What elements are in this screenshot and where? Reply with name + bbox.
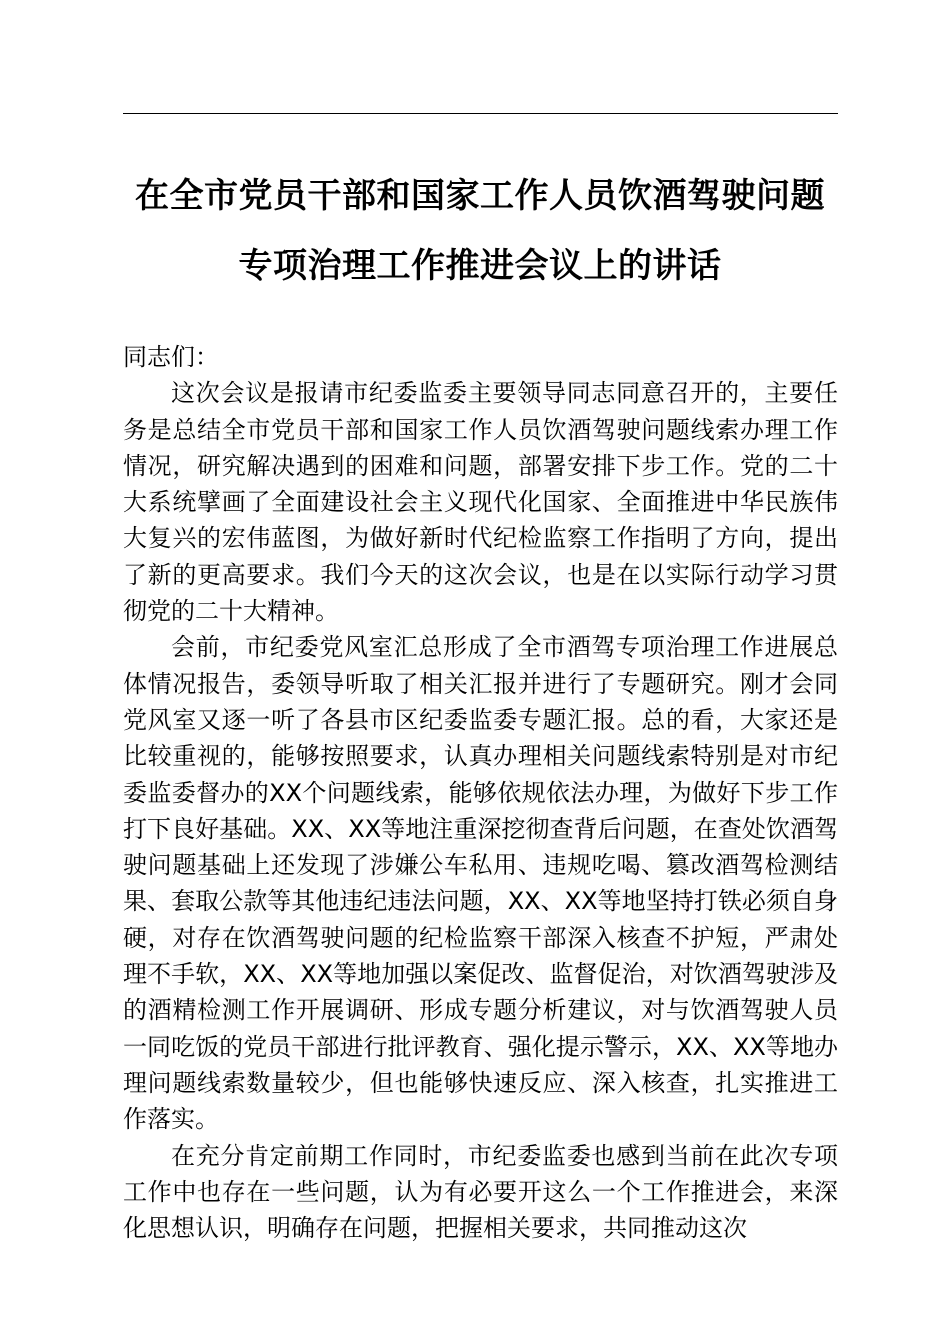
salutation: 同志们： <box>123 343 219 371</box>
document-body <box>123 339 838 1246</box>
document-title-line-1: 在全市党员干部和国家工作人员饮酒驾驶问题 <box>135 176 825 216</box>
header-rule <box>123 113 838 114</box>
body-paragraph-1: 这次会议是报请市纪委监委主要领导同志同意召开的，主要任务是总结全市党员干部和国家工作人员饮酒驾驶问题线索办理工作情况，研究解决遇到的困难和问题，部署安排下步工作。党的二十大系统擘画了全面建设社会主义现代化国家、全面推进中华民族伟大复兴的宏伟蓝图，为做好新时代纪检监察工作指明了方向，提出了新的更高要求。我们今天的这次会议，也是在以实际行动学习贯彻党的二十大精神。 <box>123 379 838 626</box>
document-title-line-2: 专项治理工作推进会议上的讲话 <box>238 246 722 286</box>
body-paragraph-2: 会前，市纪委党风室汇总形成了全市酒驾专项治理工作进展总体情况报告，委领导听取了相关汇报并进行了专题研究。刚才会同党风室又逐一听了各县市区纪委监委专题汇报。总的看，大家还是比较重视的，能够按照要求，认真办理相关问题线索特别是对市纪委监委督办的XX个问题线索，能够依规依法办理，为做好下步工作打下良好基础。XX、XX等地注重深挖彻查背后问题，在查处饮酒驾驶问题基础上还发现了涉嫌公车私用、违规吃喝、篡改酒驾检测结果、套取公款等其他违纪违法问题，XX、XX等地坚持打铁必须自身硬，对存在饮酒驾驶问题的纪检监察干部深入核查不护短，严肃处理不手软，XX、XX等地加强以案促改、监督促治，对饮酒驾驶涉及的酒精检测工作开展调研、形成专题分析建议，对与饮酒驾驶人员一同吃饭的党员干部进行批评教育、强化提示警示，XX、XX等地办理问题线索数量较少，但也能够快速反应、深入核查，扎实推进工作落实。 <box>123 633 838 1134</box>
body-paragraph-3: 在充分肯定前期工作同时，市纪委监委也感到当前在此次专项工作中也存在一些问题，认为有必要开这么一个工作推进会，来深化思想认识，明确存在问题，把握相关要求，共同推动这次 <box>123 1141 838 1243</box>
